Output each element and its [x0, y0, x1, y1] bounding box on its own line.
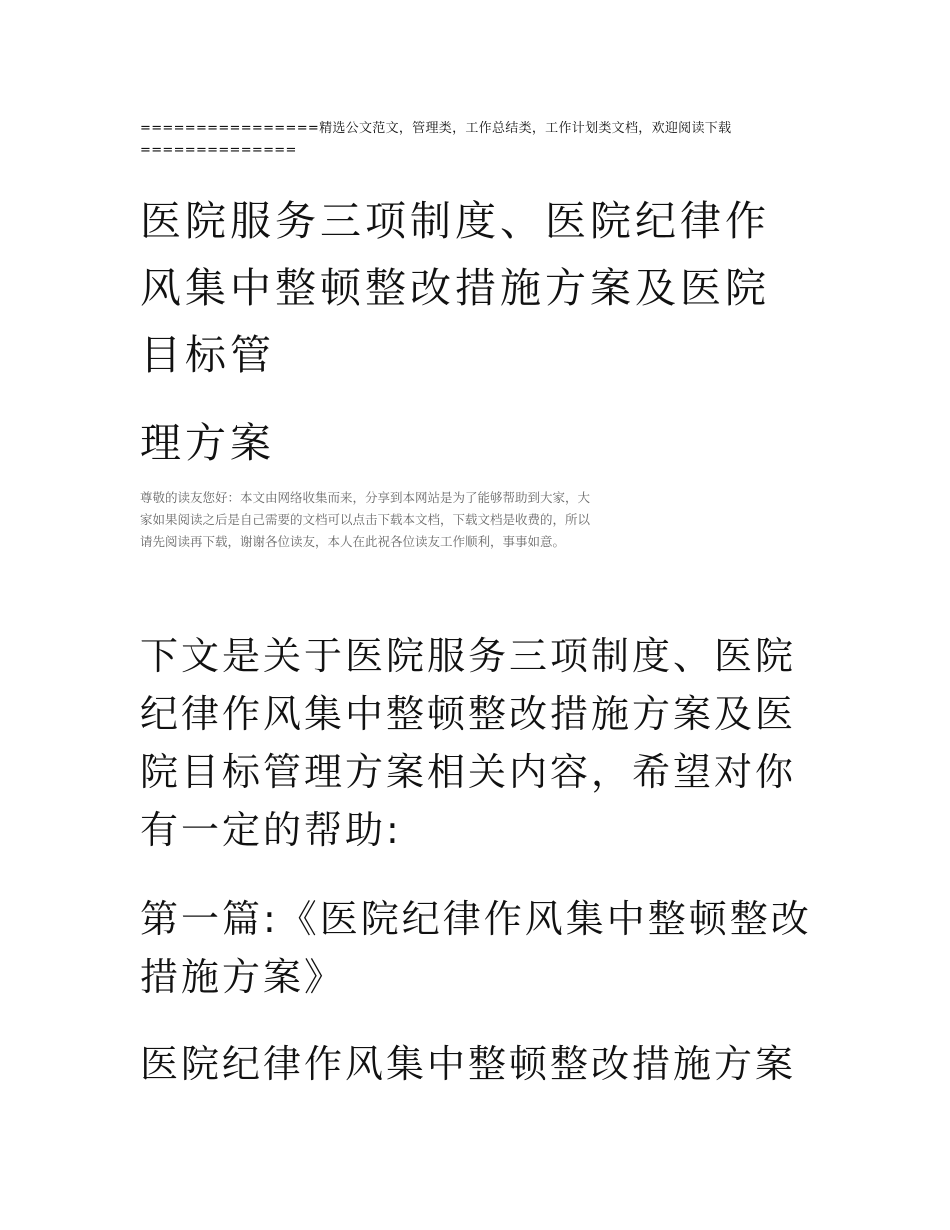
document-title-continuation: 理方案: [140, 419, 275, 467]
reader-notice: 尊敬的读友您好：本文由网络收集而来，分享到本网站是为了能够帮助到大家，大家如果阅读之后是自己需要的文档可以点击下载本文档，下载文档是收费的，所以请先阅读再下载，谢谢各位读友，本人在此祝各位读友工作顺利，事事如意。: [140, 490, 591, 549]
intro-paragraph: 下文是关于医院服务三项制度、医院纪律作风集中整顿整改措施方案及医院目标管理方案相关内容，希望对你有一定的帮助:: [140, 634, 797, 852]
document-title: 医院服务三项制度、医院纪律作风集中整顿整改措施方案及医院目标管: [140, 197, 770, 379]
header-banner: ================精选公文范文，管理类，工作总结类，工作计划类文档，欢迎阅读下载==============: [140, 121, 732, 158]
section-title: 医院纪律作风集中整顿整改措施方案: [140, 1042, 797, 1086]
chapter-heading: 第一篇:《医院纪律作风集中整顿整改措施方案》: [140, 897, 812, 999]
